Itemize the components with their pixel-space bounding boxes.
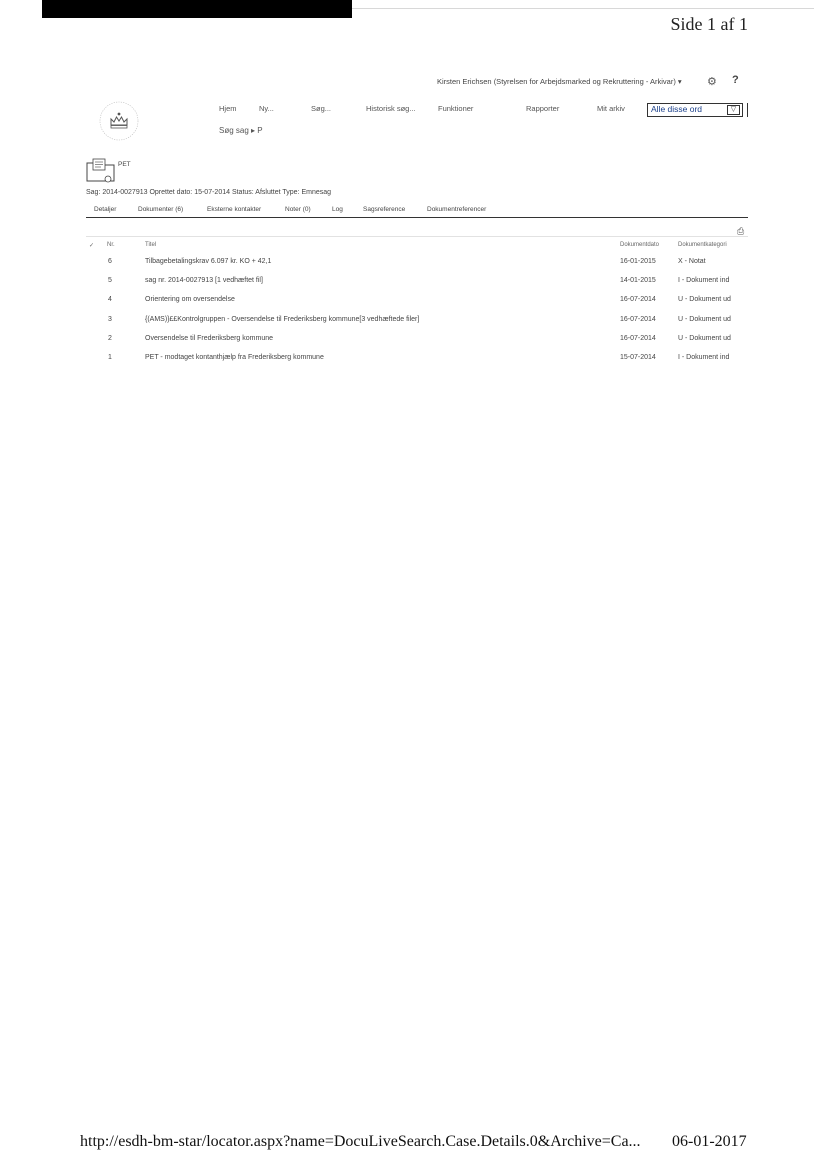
search-mode-value: Alle disse ord — [651, 104, 703, 114]
user-bar — [400, 76, 800, 90]
row-category: X - Notat — [678, 258, 706, 265]
table-row[interactable] — [0, 316, 828, 330]
row-date: 16-07-2014 — [620, 316, 656, 323]
table-row[interactable] — [0, 277, 828, 291]
case-folder-icon — [86, 157, 116, 185]
nav-item-home[interactable]: Hjem — [219, 104, 237, 113]
row-category: I - Dokument ind — [678, 277, 730, 284]
table-row[interactable] — [0, 354, 828, 368]
row-title[interactable]: Oversendelse til Frederiksberg kommune — [145, 335, 273, 342]
row-nr: 2 — [108, 335, 112, 342]
print-icon[interactable]: ⎙ — [737, 226, 745, 236]
nav-item-new[interactable]: Ny... — [259, 104, 274, 113]
nav-item-functions[interactable]: Funktioner — [438, 104, 474, 113]
table-row[interactable] — [0, 296, 828, 310]
print-footer — [80, 1133, 747, 1151]
row-category: U - Dokument ud — [678, 316, 731, 323]
header-check[interactable]: ✓ — [89, 243, 95, 249]
tab-documents[interactable]: Dokumenter (6) — [138, 206, 184, 213]
footer-date: 06-01-2017 — [672, 1133, 747, 1150]
nav-item-my-archive[interactable]: Mit arkiv — [597, 104, 625, 113]
row-title[interactable]: PET - modtaget kontanthjælp fra Frederiksberg kommune — [145, 354, 324, 361]
tab-case-reference[interactable]: Sagsreference — [363, 206, 406, 213]
case-title: PET — [118, 161, 131, 168]
gear-icon[interactable]: ⚙ — [707, 76, 717, 88]
table-row[interactable] — [0, 258, 828, 272]
table-header — [0, 242, 828, 252]
search-input-caret[interactable] — [747, 103, 748, 117]
help-button[interactable]: ? — [732, 74, 739, 86]
tab-divider — [86, 217, 748, 218]
tab-notes[interactable]: Noter (0) — [285, 206, 311, 213]
user-menu[interactable]: Kirsten Erichsen (Styrelsen for Arbejdsmarked og Rekruttering - Arkivar) ▾ — [437, 77, 682, 86]
nav-item-history-search[interactable]: Historisk søg... — [366, 104, 416, 113]
row-title[interactable]: Tilbagebetalingskrav 6.097 kr. KO + 42,1 — [145, 258, 272, 265]
chevron-down-icon[interactable]: ▽ — [727, 105, 740, 115]
tab-document-references[interactable]: Dokumentreferencer — [427, 206, 487, 213]
top-divider — [352, 8, 814, 9]
tab-details[interactable]: Detaljer — [94, 206, 117, 213]
row-category: U - Dokument ud — [678, 335, 731, 342]
row-category: U - Dokument ud — [678, 296, 731, 303]
row-title[interactable]: Orientering om oversendelse — [145, 296, 235, 303]
row-nr: 5 — [108, 277, 112, 284]
row-title[interactable]: sag nr. 2014-0027913 [1 vedhæftet fil] — [145, 277, 263, 284]
page-number: Side 1 af 1 — [670, 14, 748, 34]
nav-item-search[interactable]: Søg... — [311, 104, 332, 113]
footer-url: http://esdh-bm-star/locator.aspx?name=DocuLiveSearch.Case.Details.0&Archive=Ca... — [80, 1133, 641, 1150]
header-title[interactable]: Titel — [145, 242, 157, 248]
row-nr: 1 — [108, 354, 112, 361]
header-document-date[interactable]: Dokumentdato — [620, 242, 660, 248]
search-mode-select[interactable] — [647, 103, 743, 117]
nav-item-reports[interactable]: Rapporter — [526, 104, 560, 113]
redaction-bar — [42, 0, 352, 18]
header-nr[interactable]: Nr. — [107, 242, 115, 248]
row-category: I - Dokument ind — [678, 354, 730, 361]
table-top-divider — [86, 236, 748, 237]
row-date: 16-07-2014 — [620, 335, 656, 342]
tab-external-contacts[interactable]: Eksterne kontakter — [207, 206, 262, 213]
case-info: Sag: 2014-0027913 Oprettet dato: 15-07-2014 Status: Afsluttet Type: Emnesag — [86, 189, 332, 196]
row-date: 16-07-2014 — [620, 296, 656, 303]
table-row[interactable] — [0, 335, 828, 349]
row-date: 16-01-2015 — [620, 258, 656, 265]
row-nr: 3 — [108, 316, 112, 323]
row-nr: 4 — [108, 296, 112, 303]
row-date: 14-01-2015 — [620, 277, 656, 284]
tab-log[interactable]: Log — [332, 206, 343, 213]
header-document-category[interactable]: Dokumentkategori — [678, 242, 727, 248]
row-nr: 6 — [108, 258, 112, 265]
breadcrumb[interactable]: Søg sag ▸ P — [219, 126, 263, 135]
row-date: 15-07-2014 — [620, 354, 656, 361]
row-title[interactable]: {(AMS)}££Kontrolgruppen - Oversendelse til Frederiksberg kommune[3 vedhæftede filer] — [145, 316, 420, 323]
